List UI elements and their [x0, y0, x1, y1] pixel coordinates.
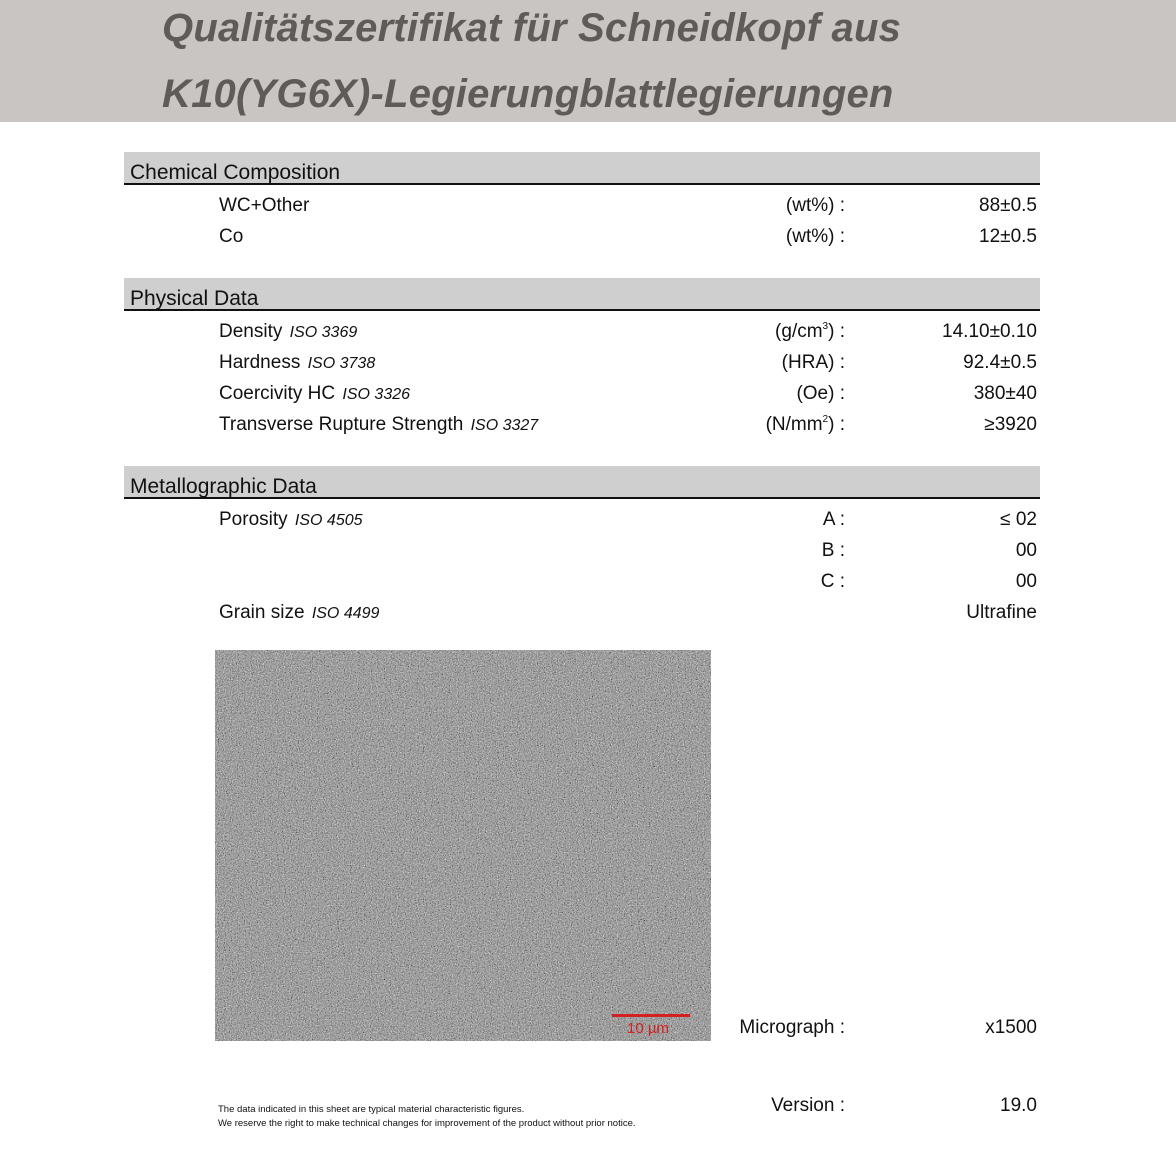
- table-row-version: [0, 1095, 1176, 1121]
- unit-superscript: 2: [822, 414, 829, 425]
- section-header-chemical: [124, 152, 1040, 185]
- row-value: 380±40: [973, 383, 1037, 404]
- table-row-grain-size: [0, 602, 1176, 628]
- iso-standard: ISO 3326: [342, 386, 411, 403]
- row-label: WC+Other: [219, 195, 310, 216]
- version-value: 19.0: [1000, 1095, 1037, 1116]
- section-title-chemical: Chemical Composition: [130, 161, 341, 184]
- unit-post: ) :: [828, 414, 845, 435]
- row-label: [219, 602, 379, 624]
- row-unit: (HRA) :: [781, 352, 845, 373]
- iso-standard: ISO 4499: [311, 605, 380, 622]
- iso-standard: ISO 3738: [307, 355, 376, 372]
- section-header-physical: [124, 278, 1040, 311]
- label-text: Density: [219, 321, 283, 342]
- row-label: [219, 352, 375, 374]
- row-label: [219, 414, 538, 436]
- table-row-micrograph: [0, 1017, 1176, 1043]
- micrograph-label: Micrograph :: [739, 1017, 845, 1038]
- table-row-porosity-a: [0, 509, 1176, 535]
- iso-standard: ISO 4505: [294, 512, 363, 529]
- table-row-density: [0, 321, 1176, 347]
- label-text: Grain size: [219, 602, 305, 623]
- table-row-rupture-strength: [0, 414, 1176, 440]
- label-text: Transverse Rupture Strength: [219, 414, 464, 435]
- iso-standard: ISO 3369: [289, 324, 358, 341]
- micrograph-image: [215, 650, 711, 1041]
- table-row-coercivity: [0, 383, 1176, 409]
- document-title-line-2: K10(YG6X)-Legierungblattlegierungen: [162, 72, 894, 116]
- unit-pre: (N/mm: [765, 414, 823, 435]
- row-unit: (wt%) :: [785, 226, 845, 247]
- row-unit: B :: [821, 540, 845, 561]
- row-value: ≤ 02: [1000, 509, 1037, 530]
- version-label: Version :: [771, 1095, 845, 1116]
- section-title-physical: Physical Data: [130, 287, 259, 310]
- document-title-line-1: Qualitätszertifikat für Schneidkopf aus: [162, 6, 902, 50]
- table-row-wc-other: [0, 195, 1176, 221]
- footnote-line-1: The data indicated in this sheet are typical material characteristic figures.: [218, 1104, 525, 1115]
- micrograph-magnification: x1500: [985, 1017, 1037, 1038]
- unit-superscript: 3: [822, 321, 829, 332]
- row-unit: (Oe) :: [796, 383, 845, 404]
- table-row-co: [0, 226, 1176, 252]
- unit-post: ) :: [828, 321, 845, 342]
- label-text: Hardness: [219, 352, 301, 373]
- section-header-metallographic: [124, 466, 1040, 499]
- row-value: 12±0.5: [979, 226, 1037, 247]
- row-unit: [766, 414, 845, 436]
- row-unit: A :: [822, 509, 845, 530]
- row-label: [219, 509, 363, 531]
- label-text: Porosity: [219, 509, 288, 530]
- row-value: 00: [1015, 571, 1037, 592]
- table-row-porosity-c: [0, 571, 1176, 597]
- row-label: [219, 383, 410, 405]
- row-value: Ultrafine: [966, 602, 1037, 623]
- table-row-hardness: [0, 352, 1176, 378]
- label-text: Coercivity HC: [219, 383, 336, 404]
- row-value: ≥3920: [984, 414, 1037, 435]
- micrograph-texture: [215, 650, 711, 1041]
- scale-bar-label: 10 µm: [627, 1020, 669, 1037]
- iso-standard: ISO 3327: [470, 417, 539, 434]
- footnote-line-2: We reserve the right to make technical changes for improvement of the product without prior notice.: [218, 1118, 636, 1129]
- row-value: 14.10±0.10: [942, 321, 1037, 342]
- row-value: 92.4±0.5: [963, 352, 1037, 373]
- title-banner: [0, 0, 1176, 122]
- row-unit: [775, 321, 845, 343]
- section-title-metallographic: Metallographic Data: [130, 475, 317, 498]
- row-unit: C :: [820, 571, 845, 592]
- table-row-porosity-b: [0, 540, 1176, 566]
- unit-pre: (g/cm: [775, 321, 823, 342]
- row-value: 88±0.5: [979, 195, 1037, 216]
- row-label: [219, 321, 357, 343]
- row-unit: (wt%) :: [785, 195, 845, 216]
- row-label: Co: [219, 226, 244, 247]
- row-value: 00: [1015, 540, 1037, 561]
